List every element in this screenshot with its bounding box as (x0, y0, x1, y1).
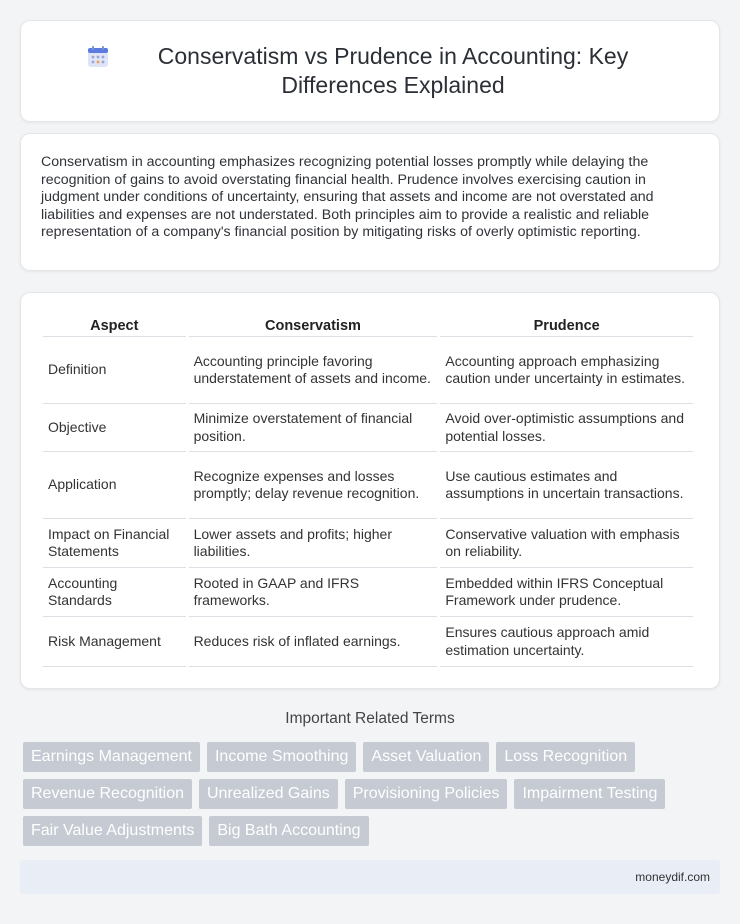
summary-text: Conservatism in accounting emphasizes recognizing potential losses promptly while delaying the recognition of gains to avoid overstating financial health. Prudence involves exercising caution in judgment under conditions of uncertainty, ensuring that assets and income are not overstated and liabilities and expenses are not understated. Both principles aim to provide a realistic and reliable representation of a company's financial position by mitigating risks of overly optimistic reporting. (41, 154, 654, 241)
related-term-tag[interactable]: Big Bath Accounting (209, 816, 368, 846)
summary-card (20, 133, 720, 271)
conservatism-cell: Reduces risk of inflated earnings. (189, 617, 438, 667)
related-term-tag[interactable]: Earnings Management (23, 742, 200, 772)
conservatism-cell: Lower assets and profits; higher liabilities. (189, 519, 438, 568)
page-title: Conservatism vs Prudence in Accounting: Key Differences Explained (157, 43, 629, 98)
related-term-tag[interactable]: Asset Valuation (363, 742, 489, 772)
table-row (43, 519, 693, 568)
related-term-tag[interactable]: Impairment Testing (514, 779, 665, 809)
table-row (43, 452, 693, 519)
conservatism-cell: Accounting principle favoring understatement of assets and income. (189, 337, 438, 404)
footer-site-link[interactable]: moneydif.com (635, 870, 710, 884)
column-header-prudence: Prudence (440, 317, 693, 337)
table-row (43, 568, 693, 617)
table-row (43, 404, 693, 452)
calendar-icon (87, 46, 109, 68)
related-term-tag[interactable]: Fair Value Adjustments (23, 816, 202, 846)
prudence-cell: Avoid over-optimistic assumptions and potential losses. (440, 404, 693, 452)
related-term-tag[interactable]: Unrealized Gains (199, 779, 338, 809)
aspect-cell: Objective (43, 404, 186, 452)
aspect-cell: Definition (43, 337, 186, 404)
prudence-cell: Conservative valuation with emphasis on reliability. (440, 519, 693, 568)
prudence-cell: Accounting approach emphasizing caution under uncertainty in estimates. (440, 337, 693, 404)
related-term-tag[interactable]: Loss Recognition (496, 742, 635, 772)
related-terms-list (23, 742, 713, 846)
header-card (20, 20, 720, 122)
footer (20, 860, 720, 894)
prudence-cell: Ensures cautious approach amid estimation uncertainty. (440, 617, 693, 667)
column-header-conservatism: Conservatism (189, 317, 438, 337)
related-term-tag[interactable]: Provisioning Policies (345, 779, 508, 809)
conservatism-cell: Recognize expenses and losses promptly; delay revenue recognition. (189, 452, 438, 519)
aspect-cell: Risk Management (43, 617, 186, 667)
comparison-table-card (20, 292, 720, 689)
conservatism-cell: Minimize overstatement of financial position. (189, 404, 438, 452)
comparison-table (40, 317, 696, 667)
table-row (43, 337, 693, 404)
prudence-cell: Embedded within IFRS Conceptual Framework under prudence. (440, 568, 693, 617)
related-term-tag[interactable]: Income Smoothing (207, 742, 356, 772)
aspect-cell: Impact on Financial Statements (43, 519, 186, 568)
table-row (43, 617, 693, 667)
aspect-cell: Accounting Standards (43, 568, 186, 617)
column-header-aspect: Aspect (43, 317, 186, 337)
related-term-tag[interactable]: Revenue Recognition (23, 779, 192, 809)
conservatism-cell: Rooted in GAAP and IFRS frameworks. (189, 568, 438, 617)
prudence-cell: Use cautious estimates and assumptions in uncertain transactions. (440, 452, 693, 519)
related-terms-heading: Important Related Terms (285, 710, 455, 727)
aspect-cell: Application (43, 452, 186, 519)
table-header-row (43, 317, 693, 337)
